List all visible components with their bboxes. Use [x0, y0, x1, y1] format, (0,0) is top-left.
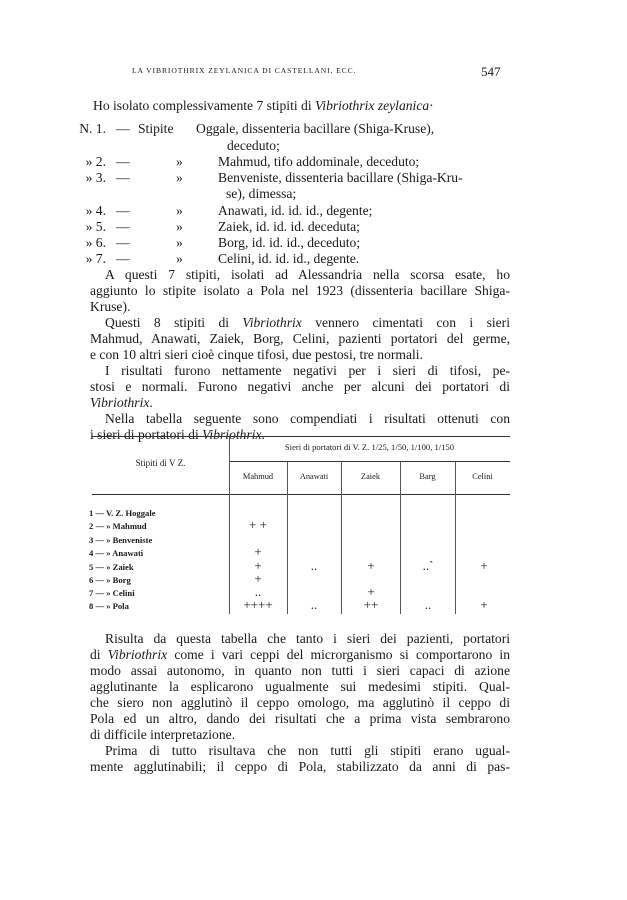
paragraph-line: mente agglutinabili; il ceppo di Pola, stabilizzato da anni di pas- — [90, 759, 510, 774]
paragraph-line: A questi 7 stipiti, isolati ad Alessandria nella scorsa esate, ho — [105, 267, 510, 282]
table-cell: + — [254, 571, 262, 586]
table-cell: ++ — [363, 597, 379, 612]
table-row-label: 7 — » Celini — [89, 588, 135, 598]
table-cell: + — [254, 558, 262, 573]
paragraph-line: di difficile interpretazione. — [90, 727, 236, 742]
col-header: Celini — [472, 472, 493, 481]
paragraph-line: Kruse). — [90, 299, 131, 314]
paragraph-line: Mahmud, Anawati, Zaiek, Borg, Celini, pazienti portatori del germe, — [90, 331, 510, 346]
table-cell: ..` — [422, 558, 434, 573]
table-group-rule — [229, 461, 510, 462]
table-cell: .. — [424, 597, 432, 612]
table-row-label: 5 — » Zaiek — [89, 562, 134, 572]
paragraph-line: I risultati furono nettamente negativi per i sieri di tifosi, pe- — [105, 363, 510, 378]
paragraph-line: agglutinante la esplicarono ugualmente sui medesimi stipiti. Qual- — [90, 679, 510, 694]
paragraph-line: Pola ed un altro, dando dei risultati che a prima vista sembrarono — [90, 711, 510, 726]
table-row-label: 2 — » Mahmud — [89, 521, 147, 531]
paragraph-line: stosi e normali. Furono negativi anche per alcuni dei portatori di — [90, 379, 510, 394]
table-top-rule — [92, 436, 510, 437]
paragraph-line: aggiunto lo stipite isolato a Pola nel 1923 (dissenteria bacillare Shiga- — [90, 283, 510, 298]
col-header: Mahmud — [242, 472, 274, 481]
group-header: Sieri di portatori di V. Z. 1/25, 1/50, 1/100, 1/150 — [284, 442, 455, 452]
table-row-label: 1 — V. Z. Hoggale — [89, 508, 156, 518]
paragraph-line: Nella tabella seguente sono compendiati i risultati ottenuti con — [105, 411, 510, 426]
table-cell: + — [254, 544, 262, 559]
table-cell: .. — [254, 584, 262, 599]
col-divider — [455, 461, 456, 614]
table-cell: + + — [249, 517, 267, 532]
table-cell: .. — [310, 597, 318, 612]
paragraph-line: Vibriothrix. — [90, 395, 153, 410]
stub-header: Stipiti di V Z. — [135, 458, 186, 468]
table-row-label: 8 — » Pola — [89, 601, 129, 611]
paragraph-line: Questi 8 stipiti di Vibriothrix vennero cimentati con i sieri — [105, 315, 510, 330]
paragraph-line: modo assai autonomo, in quanto non tutti i sieri capaci di azione — [90, 663, 510, 678]
col-header: Zaiek — [360, 472, 381, 481]
table-row-label: 4 — » Anawati — [89, 548, 144, 558]
paragraph-line: i sieri di portatori di Vibriothrix. — [90, 427, 265, 442]
col-header: Barg — [419, 472, 436, 481]
paragraph-line: Risulta da questa tabella che tanto i sieri dei pazienti, portatori — [105, 631, 510, 646]
page-number: 547 — [481, 64, 501, 79]
paragraph-line: Prima di tutto risultava che non tutti gli stipiti erano ugual- — [105, 743, 510, 758]
table-cell: ++++ — [243, 597, 273, 612]
table-row-label: 3 — » Benveniste — [89, 535, 153, 545]
col-header: Anawati — [299, 472, 329, 481]
intro-line: Ho isolato complessivamente 7 stipiti di Vibriothrix zeylanica· — [93, 98, 434, 113]
table-header-rule — [92, 494, 510, 495]
table-cell: + — [480, 558, 488, 573]
table-cell: + — [480, 597, 488, 612]
table-row-label: 6 — » Borg — [89, 575, 131, 585]
paragraph-line: e con 10 altri sieri cioè cinque tifosi, due pestosi, tre normali. — [90, 347, 423, 362]
table-cell: + — [367, 558, 375, 573]
paragraph-line: che siero non agglutinò il ceppo omologo, ma agglutinò il ceppo di — [90, 695, 510, 710]
table-cell: .. — [310, 558, 318, 573]
paragraph-line: di Vibriothrix come i vari ceppi del microrganismo si comportarono in — [90, 647, 510, 662]
book-page: LA VIBRIOTHRIX ZEYLANICA DI CASTELLANI, ECC. 547 Ho isolato complessivamente 7 stipiti di Vibriothrix zeylanica· N. 1. — Stipite Oggale, dissenteria bacillare (Shiga-Kruse), deceduto; » 2. — » Mahmud, tifo addominale, deceduto; » 3. — » Benveniste, dissenteria bacillare (Shiga-Kru- se), dimessa; » 4. — » Anawati, id. id. id., degente; » 5. — » Zaiek, id. id. id. deceduta; » 6. — » Borg, id. id. id., deceduto; » 7. — » Celini, id. id. id., degente. A questi 7 stipiti, isolati ad Alessandria nella scorsa esate, ho aggiunto lo stipite isolato a Pola nel 1923 (dissenteria bacillare Shiga- Kruse). Questi 8 stipiti di Vibriothrix vennero cimentati con i sieri Mahmud, Anawati, Zaiek, Borg, Celini, pazienti portatori del germe, e con 10 altri sieri cioè cinque tifosi, due pestosi, tre normali. I risultati furono nettamente negativi per i sieri di tifosi, pe- stosi e normali. Furono negativi anche per alcuni dei portatori di Vibriothrix. Nella tabella seguente sono compendiati i risultati ottenuti con i sieri di portatori di Vibriothrix. Stipiti di V Z. Sieri di portatori di V. Z. 1/25, 1/50, 1/100, 1/150 Mahmud Anawati Zaiek Barg Celini 1 — V. Z. Hoggale 2 — » Mahmud 3 — » Benveniste 4 — » Anawati 5 — » Zaiek 6 — » Borg 7 — » Celini 8 — » Pola + + + + .. + ..` + + .. + ++++ .. ++ .. + Risulta da questa tabella che tanto i sieri dei pazienti, portatori di Vibriothrix come i vari ceppi del microrganismo si comportarono in modo assai autonomo, in quanto non tutti i sieri capaci di azione agglutinante la esplicarono ugualmente sui medesimi stipiti. Qual- che siero non agglutinò il ceppo omologo, ma agglutinò il ceppo di Pola ed un altro, dando dei risultati che a prima vista sembrarono di difficile interpretazione. Prima di tutto risultava che non tutti gli stipiti erano ugual- mente agglutinabili; il ceppo di Pola, stabilizzato da anni di pas- — [0, 0, 627, 900]
running-header: LA VIBRIOTHRIX ZEYLANICA DI CASTELLANI, ECC. — [132, 66, 357, 75]
table-cell: + — [367, 584, 375, 599]
